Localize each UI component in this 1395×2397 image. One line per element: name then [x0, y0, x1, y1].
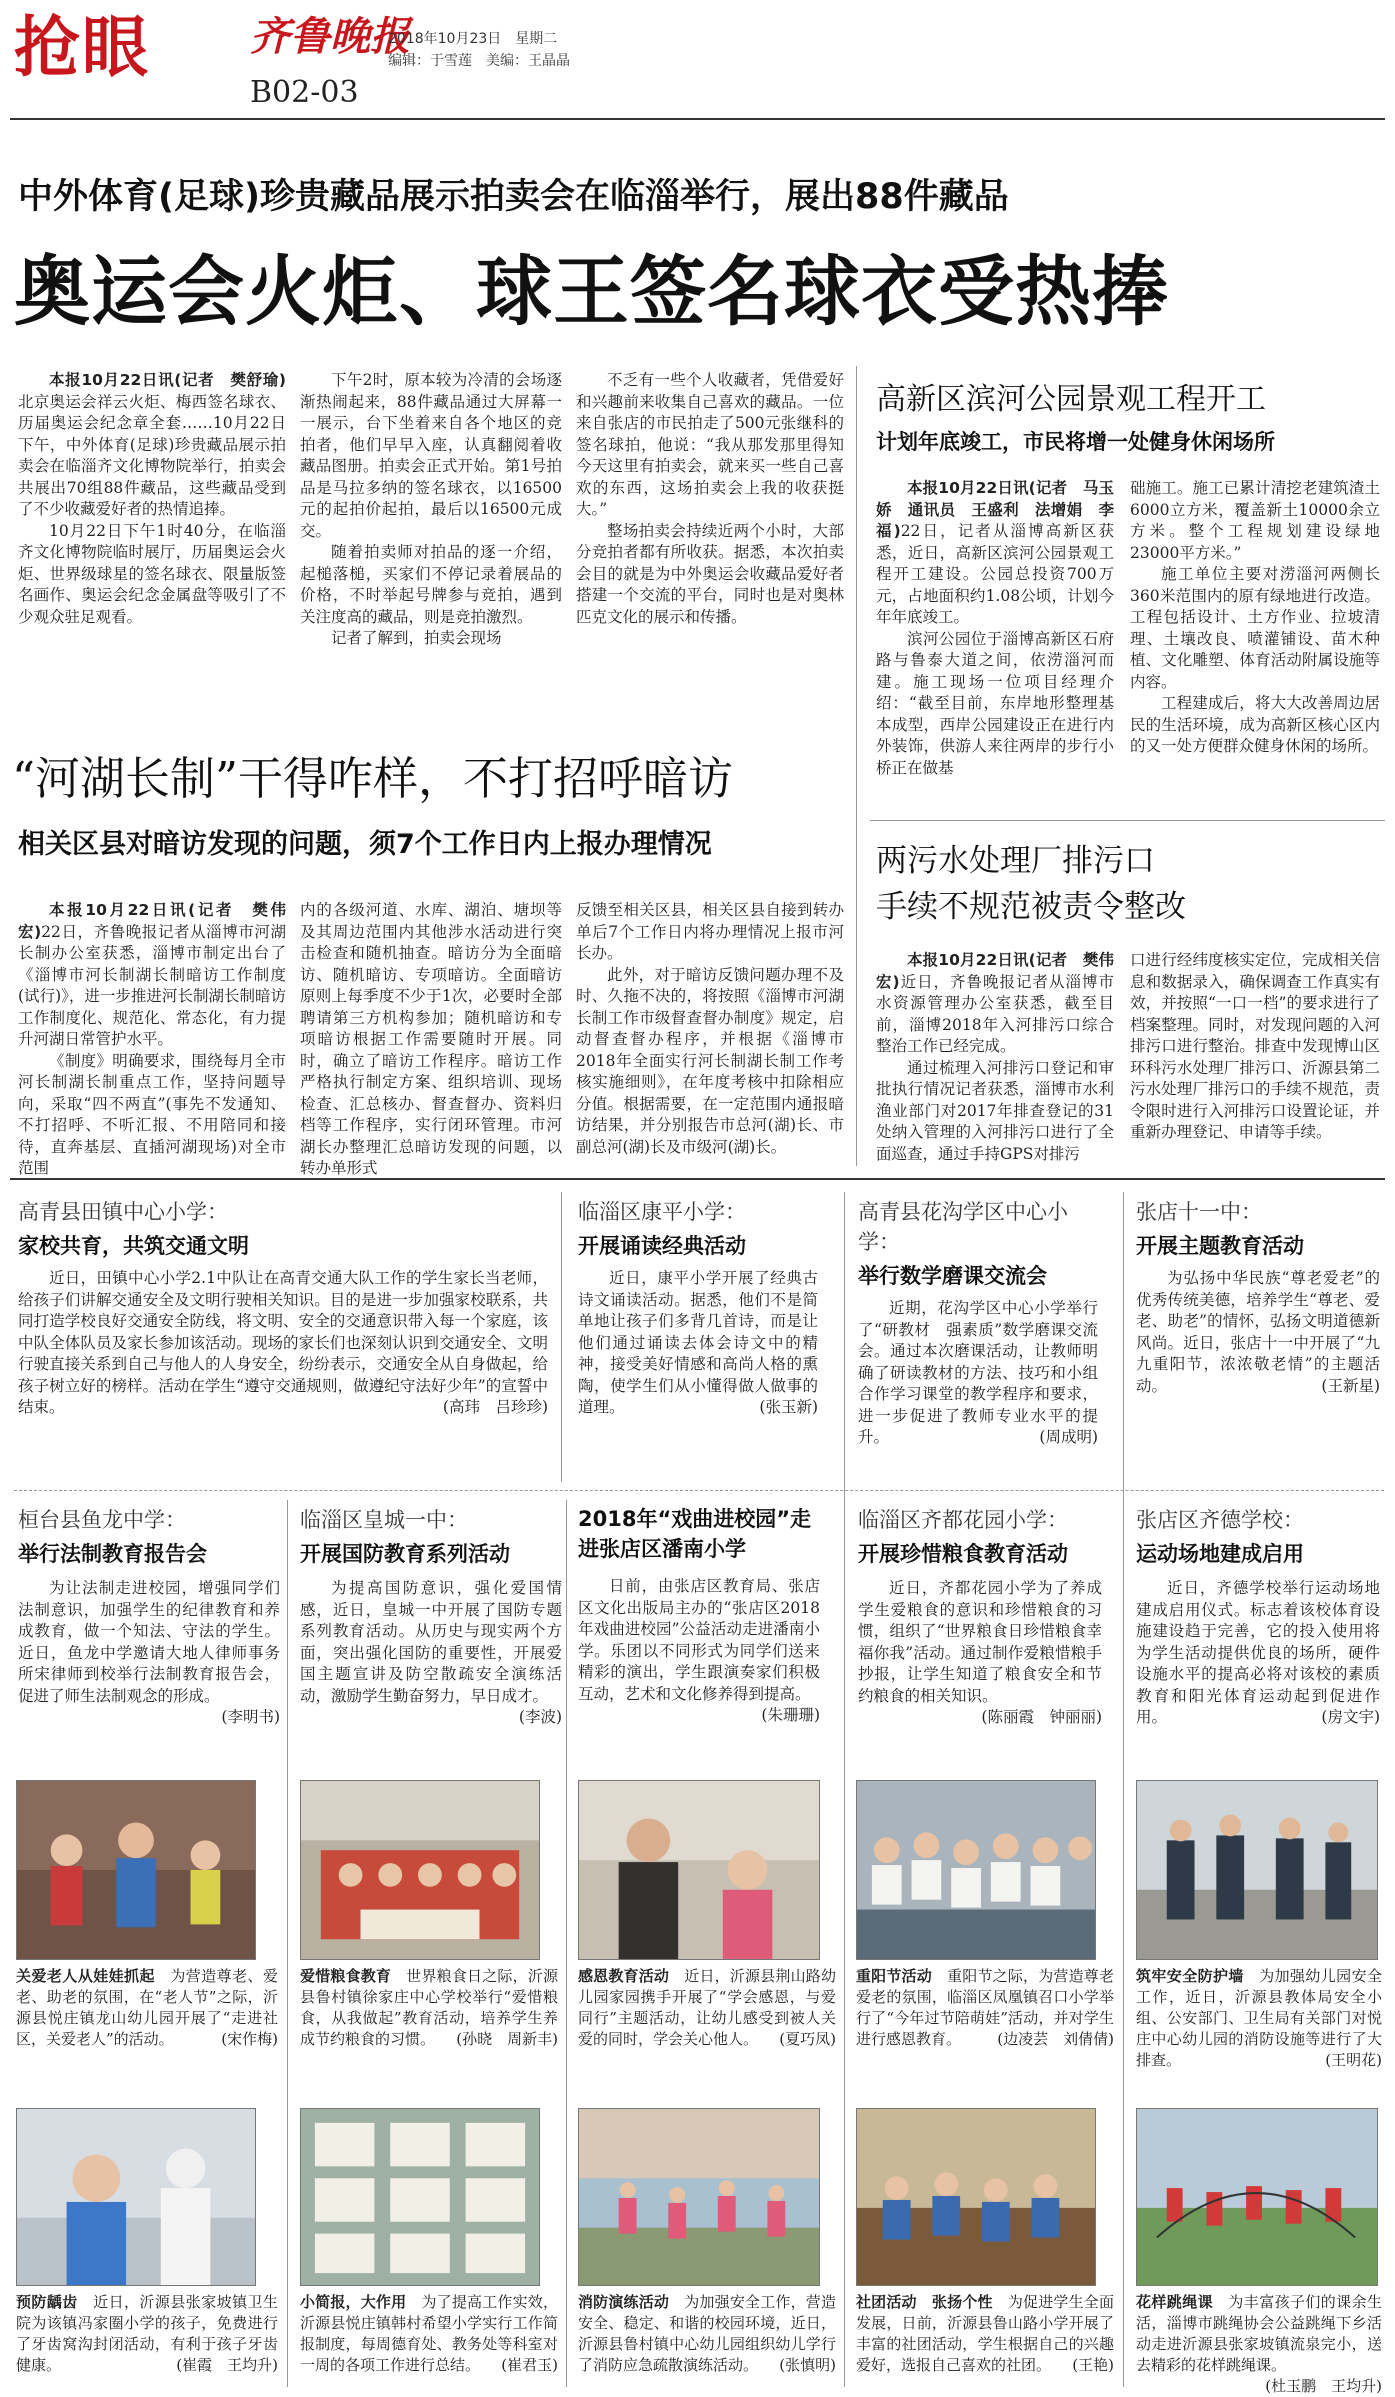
lead-kicker: 中外体育(足球)珍贵藏品展示拍卖会在临淄举行，展出88件藏品	[18, 177, 1009, 217]
brief-title: 2018年“戏曲进校园”走进张店区潘南小学	[578, 1507, 812, 1561]
brief-text: 为让法制走进校园，增强同学们法制意识，加强学生的纪律教育和养成教育，做一个知法、守法的学生。近日，鱼龙中学邀请大地人律师事务所宋律师到校举行法制教育报告会，促进了师生法制观念的形成。 (李明书)	[18, 1578, 280, 1707]
brief-kicker: 高青县田镇中心小学：	[18, 1200, 228, 1224]
photo-chongyang	[856, 1780, 1096, 1960]
section-title: 抢眼	[14, 9, 150, 86]
sewage-title-2: 手续不规范被责令整改	[876, 889, 1186, 925]
brief-title: 开展诵读经典活动	[578, 1234, 746, 1258]
photo-fire-drill	[578, 2108, 820, 2286]
caption: 关爱老人从娃娃抓起 为营造尊老、爱老、助老的氛围，在“老人节”之际，沂源县悦庄镇龙山幼儿园开展了“走进社区，关爱老人”的活动。 (宋作梅)	[16, 1967, 278, 2048]
brief-item	[1136, 1504, 1380, 1766]
brief-kicker: 高青县花沟学区中心小学：	[858, 1200, 1068, 1254]
caption: 社团活动 张扬个性 为促进学生全面发展，日前，沂源县鲁山路小学开展了丰富的社团活动，学生根据自己的兴趣爱好，选报自己喜欢的社团。 (王艳)	[856, 2293, 1114, 2374]
lead-dateline: 本报10月22日讯(记者 樊舒瑜)	[49, 371, 286, 389]
sewage-title-1: 两污水处理厂排污口	[876, 843, 1155, 879]
brief-author: (李波)	[518, 1708, 562, 1726]
brief-author: (周成明)	[1039, 1428, 1098, 1446]
editor: 编辑：于雪莲	[388, 53, 472, 69]
caption: 花样跳绳课 为丰富孩子们的课余生活，淄博市跳绳协会公益跳绳下乡活动走进沂源县张家坡镇流泉完小，送去精彩的花样跳绳课。 (杜玉鹏 王均升)	[1136, 2293, 1382, 2395]
sewage-col-2: 口进行经纬度核实定位，完成相关信息和数据录入，确保调查工作真实有效，并按照“一口一档”的要求进行了档案整理。同时，对发现问题的入河排污口进行整治。排查中发现博山区环科污水处理厂排污口、沂源县第二污水处理厂排污口的手续不规范，责令限时进行入河排污口设置论证，并重新办理登记、申请等手续。	[1130, 951, 1380, 1141]
brief-text: 近日，田镇中心小学2.1中队让在高青交通大队工作的学生家长当老师，给孩子们讲解交通安全及文明行驶相关知识。目的是进一步加强家校联系，共同打造学校良好交通安全防线，将文明、安全的交通意识带入每一个家庭，该中队全体队员及家长参加该活动。现场的家长们也深刻认识到交通安全、文明行驶直接关系到自己与他人的人身安全，纷纷表示，交通安全从自身做起，给孩子树立好的榜样。活动在学生“遵守交通规则，做遵纪守法好少年”的宣誓中结束。 (高玮 吕珍珍)	[18, 1268, 548, 1419]
river-subtitle: 相关区县对暗访发现的问题，须7个工作日内上报办理情况	[18, 829, 712, 860]
photo-elderly-care	[16, 1780, 256, 1960]
caption-title: 筑牢安全防护墙	[1136, 1967, 1244, 1985]
photo-bulletin	[300, 2108, 540, 2286]
brief-title: 举行法制教育报告会	[18, 1542, 207, 1566]
photo-dental	[16, 2108, 256, 2286]
lead-col-1: 本报10月22日讯(记者 樊舒瑜)北京奥运会祥云火炬、梅西签名球衣、历届奥运会纪念章全套……10月22日下午，中外体育(足球)珍贵藏品展示拍卖会在临淄齐文化博物院举行，拍卖会共展出70组88件藏品，这些藏品受到了不少收藏爱好者的热情追捧。 10月22日下午1时40分，在临淄齐文化博物院临时展厅，历届奥运会火炬、世界级球星的签名球衣、限量版签名画作、奥运会纪念金属盘等吸引了不少观众驻足观看。	[18, 371, 286, 626]
brief-text: 为提高国防意识，强化爱国情感，近日，皇城一中开展了国防专题系列教育活动。从历史与现实两个方面，突出强化国防的重要性，开展爱国主题宣讲及防空散疏安全演练活动，激励学生勤奋努力，早日成才。 (李波)	[300, 1578, 562, 1707]
photo-safety	[1136, 1780, 1378, 1960]
brief-text: 日前，由张店区教育局、张店区文化出版局主办的“张店区2018年戏曲进校园”公益活动走进潘南小学。乐团以不同形式为同学们送来精彩的演出，学生跟演奏家们积极互动，艺术和文化修养得到提高。 (朱珊珊)	[578, 1576, 820, 1705]
caption: 筑牢安全防护墙 为加强幼儿园安全工作，近日，沂源县教体局安全小组、公安部门、卫生局有关部门对悦庄中心幼儿园的消防设施等进行了大排查。 (王明花)	[1136, 1967, 1382, 2069]
caption-title: 关爱老人从娃娃抓起	[16, 1967, 155, 1985]
brief-kicker: 临淄区皇城一中：	[300, 1508, 468, 1532]
brief-title: 举行数学磨课交流会	[858, 1264, 1047, 1288]
lead-title: 奥运会火炬、球王签名球衣受热捧	[14, 247, 1169, 336]
brief-title: 开展珍惜粮食教育活动	[858, 1542, 1068, 1566]
weekday: 星期二	[515, 31, 558, 47]
lead-col-2: 下午2时，原本较为冷清的会场逐渐热闹起来，88件藏品通过大屏幕一一展示，台下坐着来自各个地区的竞拍者，他们早早入座，认真翻阅着收藏品图册。拍卖会正式开始。第1号拍品是马拉多纳的签名球衣，以16500元的起拍价起拍，最后以16500元成交。 随着拍卖师对拍品的逐一介绍，起槌落槌，买家们不停记录着展品的价格，不时举起号牌参与竞拍，遇到关注度高的藏品，则是竞拍激烈。 记者了解到，拍卖会现场	[300, 371, 562, 647]
brief-item	[18, 1196, 548, 1486]
photo-food-saving	[300, 1780, 540, 1960]
park-col-2: 础施工。施工已累计清挖老建筑渣土6000立方米，覆盖新土10000余立方米。整个工程规划建设绿地23000平方米。” 施工单位主要对涝淄河两侧长360米范围内的原有绿地进行改造。工程包括设计、土方作业、拉坡清理、土壤改良、喷灌铺设、苗木种植、文化雕塑、体育活动附属设施等内容。 工程建成后，将大大改善周边居民的生活环境，成为高新区核心区内的又一处方便群众健身休闲的场所。	[1130, 479, 1380, 755]
brief-text: 近日，齐都花园小学为了养成学生爱粮食的意识和珍惜粮食的习惯，组织了“世界粮食日珍惜粮食幸福你我”活动。通过制作爱粮惜粮手抄报，让学生知道了粮食安全和节约粮食的相关知识。 (陈丽霞 钟丽丽)	[858, 1578, 1102, 1707]
caption-title: 感恩教育活动	[578, 1967, 670, 1985]
section-divider	[10, 1178, 1385, 1180]
brief-text: 为弘扬中华民族“尊老爱老”的优秀传统美德，培养学生“尊老、爱老、助老”的情怀，弘扬文明道德新风尚。近日，张店十一中开展了“九九重阳节，浓浓敬老情”的主题活动。 (王新星)	[1136, 1268, 1380, 1397]
caption-title: 花样跳绳课	[1136, 2293, 1213, 2311]
date: 2018年10月23日	[388, 31, 502, 47]
brief-text: 近日，康平小学开展了经典古诗文诵读活动。据悉，他们不是简单地让孩子们多背几首诗，而是让他们通过诵读去体会诗文中的精神，接受美好情感和高尚人格的熏陶，使学生们从小懂得做人做事的道理。 (张玉新)	[578, 1268, 818, 1419]
caption-title: 爱惜粮食教育	[300, 1967, 392, 1985]
brief-item	[858, 1504, 1102, 1766]
brief-author: (房文宇)	[1321, 1708, 1380, 1726]
photo-clubs	[856, 2108, 1096, 2286]
header-date	[388, 28, 557, 48]
caption-title: 预防龋齿	[16, 2293, 78, 2311]
park-subtitle: 计划年底竣工，市民将增一处健身休闲场所	[876, 430, 1275, 454]
photo-gratitude	[578, 1780, 820, 1960]
brief-author: (王新星)	[1321, 1376, 1380, 1395]
river-col-2: 内的各级河道、水库、湖泊、塘坝等及其周边范围内其他涉水活动进行突击检查和随机抽查。暗访分为全面暗访、随机暗访、专项暗访。全面暗访原则上每季度不少于1次，必要时全部聘请第三方机构参加；随机暗访和专项暗访根据工作需要随时开展。同时，确立了暗访工作程序。暗访工作严格执行制定方案、组织培训、现场检查、汇总核办、督查督办、资料归档等工作程序，实行闭环管理。市河湖长办整理汇总暗访发现的问题，以转办单形式	[300, 901, 562, 1177]
brief-author: (陈丽霞 钟丽丽)	[981, 1708, 1102, 1726]
newspaper-logo: 齐鲁晚报	[250, 13, 410, 60]
caption: 重阳节活动 重阳节之际，为营造尊老爱老的氛围，临淄区凤凰镇召口小学举行了“今年过节陪萌娃”活动，并对学生进行感恩教育。 (边凌芸 刘倩倩)	[856, 1967, 1114, 2048]
brief-author: (张玉新)	[759, 1398, 818, 1416]
caption-title: 重阳节活动	[856, 1967, 932, 1985]
photo-rope-skipping	[1136, 2108, 1378, 2286]
brief-title: 运动场地建成启用	[1136, 1542, 1304, 1566]
brief-title: 家校共育，共筑交通文明	[18, 1234, 249, 1258]
river-dateline: 本报10月22日讯(记者 樊伟宏)	[18, 901, 286, 941]
brief-author: (朱珊珊)	[761, 1706, 820, 1724]
park-col-1: 本报10月22日讯(记者 马玉娇 通讯员 王盛利 法增娟 李福)22日，记者从淄博高新区获悉，近日，高新区滨河公园景观工程开工建设。公园总投资700万元，占地面积约1.08公顷，计划今年年底竣工。 滨河公园位于淄博高新区石府路与鲁泰大道之间，依涝淄河而建。施工现场一位项目经理介绍：“截至目前，东岸地形整理基本成型，西岸公园建设正在进行内外装饰，供游人来往两岸的步行小桥正在做基	[876, 479, 1114, 777]
brief-item	[18, 1504, 280, 1766]
caption: 预防龋齿 近日，沂源县张家坡镇卫生院为该镇冯家圈小学的孩子，免费进行了牙齿窝沟封闭活动，有利于孩子牙齿健康。 (崔霞 王均升)	[16, 2293, 278, 2374]
brief-text: 近期，花沟学区中心小学举行了“研教材 强素质”数学磨课交流会。通过本次磨课活动，让教师明确了研读教材的方法、技巧和小组合作学习课堂的教学程序和要求，进一步促进了教师专业水平的提升。 (周成明)	[858, 1298, 1098, 1449]
brief-kicker: 桓台县鱼龙中学：	[18, 1508, 186, 1532]
brief-author: (高玮 吕珍珍)	[442, 1398, 548, 1416]
brief-item	[578, 1504, 820, 1766]
park-dateline: 本报10月22日讯(记者 马玉娇 通讯员 王盛利 法增娟 李福)	[876, 479, 1114, 540]
brief-kicker: 张店区齐德学校：	[1136, 1508, 1304, 1532]
brief-title: 开展国防教育系列活动	[300, 1542, 510, 1566]
brief-item	[1136, 1196, 1380, 1486]
header-divider	[10, 118, 1385, 120]
caption-title: 小简报，大作用	[300, 2293, 407, 2311]
sewage-col-1: 本报10月22日讯(记者 樊伟宏)近日，齐鲁晚报记者从淄博市水资源管理办公室获悉，截至目前，淄博2018年入河排污口综合整治工作已经完成。 通过梳理入河排污口登记和审批执行情况记者获悉，淄博市水利渔业部门对2017年排查登记的31处纳入管理的入河排污口进行了全面巡查，通过手持GPS对排污	[876, 951, 1114, 1163]
caption-title: 消防演练活动	[578, 2293, 670, 2311]
brief-author: (李明书)	[221, 1708, 280, 1726]
caption: 感恩教育活动 近日，沂源县荆山路幼儿园家园携手开展了“学会感恩，与爱同行”主题活动，让幼儿感受到被人关爱的同时，学会关心他人。 (夏巧凤)	[578, 1967, 836, 2048]
brief-kicker: 临淄区康平小学：	[578, 1200, 746, 1224]
brief-item	[858, 1196, 1098, 1486]
river-col-3: 反馈至相关区县，相关区县自接到转办单后7个工作日内将办理情况上报市河长办。 此外，对于暗访反馈问题办理不及时、久拖不决的，将按照《淄博市河湖长制工作市级督查督办制度》规定，启动督查督办程序，并根据《淄博市2018年全面实行河长制湖长制工作考核实施细则》，在年度考核中扣除相应分值。根据需要，在一定范围内通报暗访结果，并分别报告市总河(湖)长、市副总河(湖)长及市级河(湖)长。	[576, 901, 844, 1156]
brief-text: 近日，齐德学校举行运动场地建成启用仪式。标志着该校体育设施建设趋于完善，它的投入使用将为学生活动提供优良的场所，硬件设施水平的提高必将对该校的素质教育和阳光体育运动起到促进作用。 (房文宇)	[1136, 1578, 1380, 1729]
brief-item	[578, 1200, 818, 1488]
river-col-1: 本报10月22日讯(记者 樊伟宏)22日，齐鲁晚报记者从淄博市河湖长制办公室获悉，淄博市制定出台了《淄博市河长制湖长制暗访工作制度(试行)》，进一步推进河长制湖长制暗访工作制度化、规范化、常态化，有力提升河湖日常管护水平。 《制度》明确要求，围绕每月全市河长制湖长制重点工作，坚持问题导向，采取“四不两直”(事先不发通知、不打招呼、不听汇报、不用陪同和接待，直奔基层、直插河湖现场)对全市范围	[18, 901, 286, 1177]
caption: 爱惜粮食教育 世界粮食日之际，沂源县鲁村镇徐家庄中心学校举行“爱惜粮食，从我做起”教育活动，培养学生养成节约粮食的习惯。 (孙晓 周新丰)	[300, 1967, 558, 2048]
header-credits	[388, 50, 570, 70]
sewage-dateline: 本报10月22日讯(记者 樊伟宏)	[876, 951, 1114, 991]
river-title: “河湖长制”干得咋样，不打招呼暗访	[12, 752, 734, 805]
caption-title: 社团活动 张扬个性	[856, 2293, 993, 2311]
page-number: B02-03	[250, 75, 359, 110]
caption: 消防演练活动 为加强安全工作，营造安全、稳定、和谐的校园环境，近日，沂源县鲁村镇中心幼儿园组织幼儿学行了消防应急疏散演练活动。 (张慎明)	[578, 2293, 836, 2374]
brief-item	[300, 1504, 562, 1766]
lead-col-3: 不乏有一些个人收藏者，凭借爱好和兴趣前来收集自己喜欢的藏品。一位来自张店的市民拍走了500元张继科的签名球拍，他说：“我从那发那里得知今天这里有拍卖会，就来买一些自己喜欢的东西，这场拍卖会上我的收获挺大。” 整场拍卖会持续近两个小时，大部分竞拍者都有所收获。据悉，本次拍卖会目的就是为中外奥运会收藏品爱好者搭建一个交流的平台，同时也是对奥林匹克文化的展示和传播。	[576, 371, 844, 626]
brief-kicker: 张店十一中：	[1136, 1200, 1262, 1224]
park-title: 高新区滨河公园景观工程开工	[876, 382, 1266, 417]
caption: 小简报，大作用 为了提高工作实效，沂源县悦庄镇韩村希望小学实行工作简报制度，每周德育处、教务处等科室对一周的各项工作进行总结。 (崔君玉)	[300, 2293, 558, 2374]
brief-kicker: 临淄区齐都花园小学：	[858, 1508, 1068, 1532]
designer: 美编：王晶晶	[486, 53, 570, 69]
brief-title: 开展主题教育活动	[1136, 1234, 1304, 1258]
